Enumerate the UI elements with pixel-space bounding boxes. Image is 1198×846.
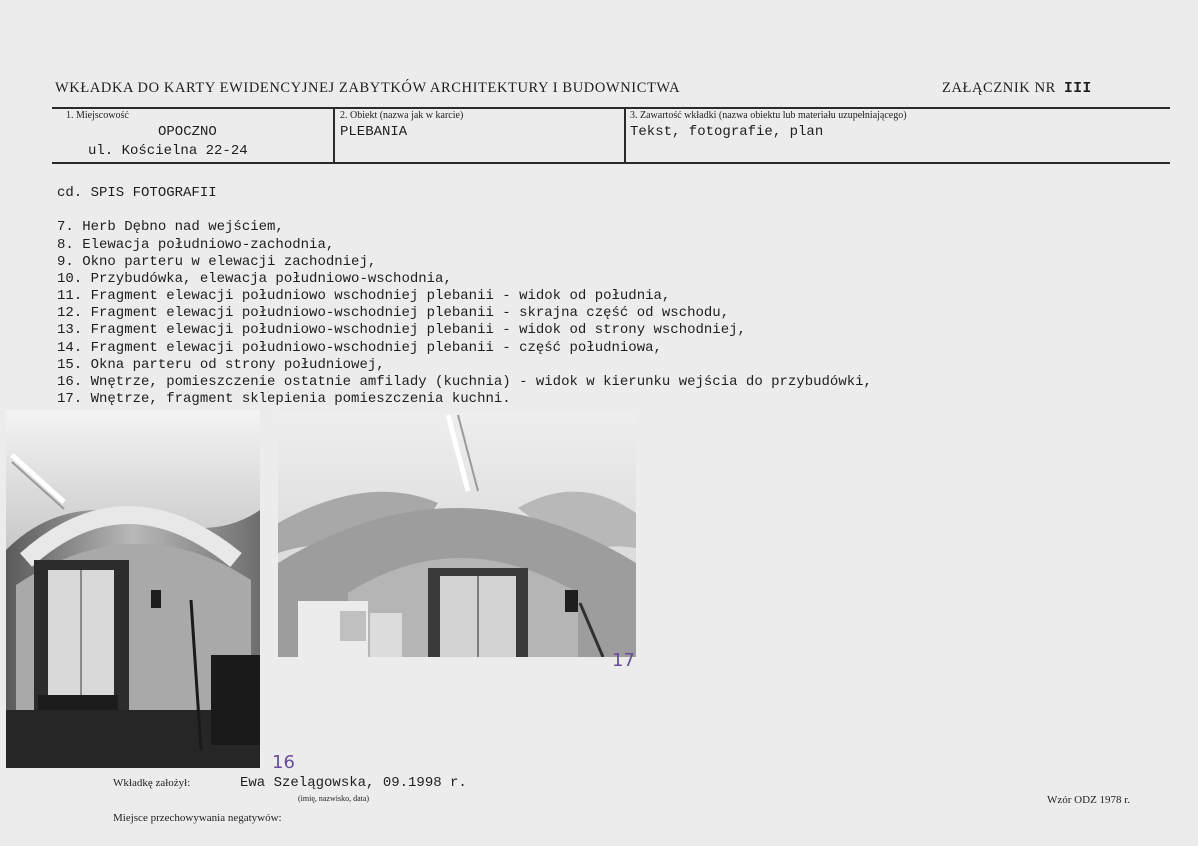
form-bottom-rule: [52, 162, 1170, 164]
list-item: 13. Fragment elewacji południowo-wschodniej plebanii - widok od strony wschodniej,: [57, 322, 746, 338]
author-hint: (imię, nazwisko, data): [298, 794, 370, 803]
author-value: Ewa Szelągowska, 09.1998 r.: [240, 775, 467, 791]
place-label: 1. Miejscowość: [66, 110, 129, 121]
form-top-rule: [52, 107, 1170, 109]
storage-label: Miejsce przechowywania negatywów:: [113, 812, 282, 824]
author-label: Wkładkę założył:: [113, 777, 191, 789]
annex-label: [942, 80, 1092, 97]
object-label: 2. Obiekt (nazwa jak w karcie): [340, 110, 464, 121]
list-item: 12. Fragment elewacji południowo-wschodniej plebanii - skrajna część od wschodu,: [57, 305, 730, 321]
annex-label-text: ZAŁĄCZNIK NR: [942, 80, 1056, 96]
annex-number: III: [1063, 81, 1092, 97]
photo-16-kitchen-interior: [6, 410, 260, 768]
content-label: 3. Zawartość wkładki (nazwa obiektu lub materiału uzupełniającego): [630, 110, 907, 121]
list-item: 16. Wnętrze, pomieszczenie ostatnie amfilady (kuchnia) - widok w kierunku wejścia do przybudówki,: [57, 374, 872, 390]
place-line2: ul. Kościelna 22-24: [88, 143, 248, 159]
list-item: 15. Okna parteru od strony południowej,: [57, 357, 385, 373]
list-item: 7. Herb Dębno nad wejściem,: [57, 219, 284, 235]
list-item: 11. Fragment elewacji południowo wschodniej plebanii - widok od południa,: [57, 288, 671, 304]
list-heading: cd. SPIS FOTOGRAFII: [57, 185, 217, 201]
photo-number-16: 16: [272, 752, 295, 773]
form-divider-1: [333, 108, 335, 163]
list-item: 9. Okno parteru w elewacji zachodniej,: [57, 254, 377, 270]
place-line1: OPOCZNO: [158, 124, 217, 140]
list-item: 10. Przybudówka, elewacja południowo-wschodnia,: [57, 271, 452, 287]
document-title: WKŁADKA DO KARTY EWIDENCYJNEJ ZABYTKÓW ARCHITEKTURY I BUDOWNICTWA: [55, 80, 681, 96]
object-value: PLEBANIA: [340, 124, 408, 140]
photo-17-vault-ceiling: [278, 413, 636, 657]
form-code: Wzór ODZ 1978 r.: [1047, 794, 1131, 806]
list-item: 17. Wnętrze, fragment sklepienia pomieszczenia kuchni.: [57, 391, 511, 407]
list-item: 8. Elewacja południowo-zachodnia,: [57, 237, 335, 253]
content-value: Tekst, fotografie, plan: [630, 124, 824, 140]
form-divider-2: [624, 108, 626, 163]
photo-number-17: 17: [612, 650, 635, 671]
list-item: 14. Fragment elewacji południowo-wschodniej plebanii - część południowa,: [57, 340, 662, 356]
